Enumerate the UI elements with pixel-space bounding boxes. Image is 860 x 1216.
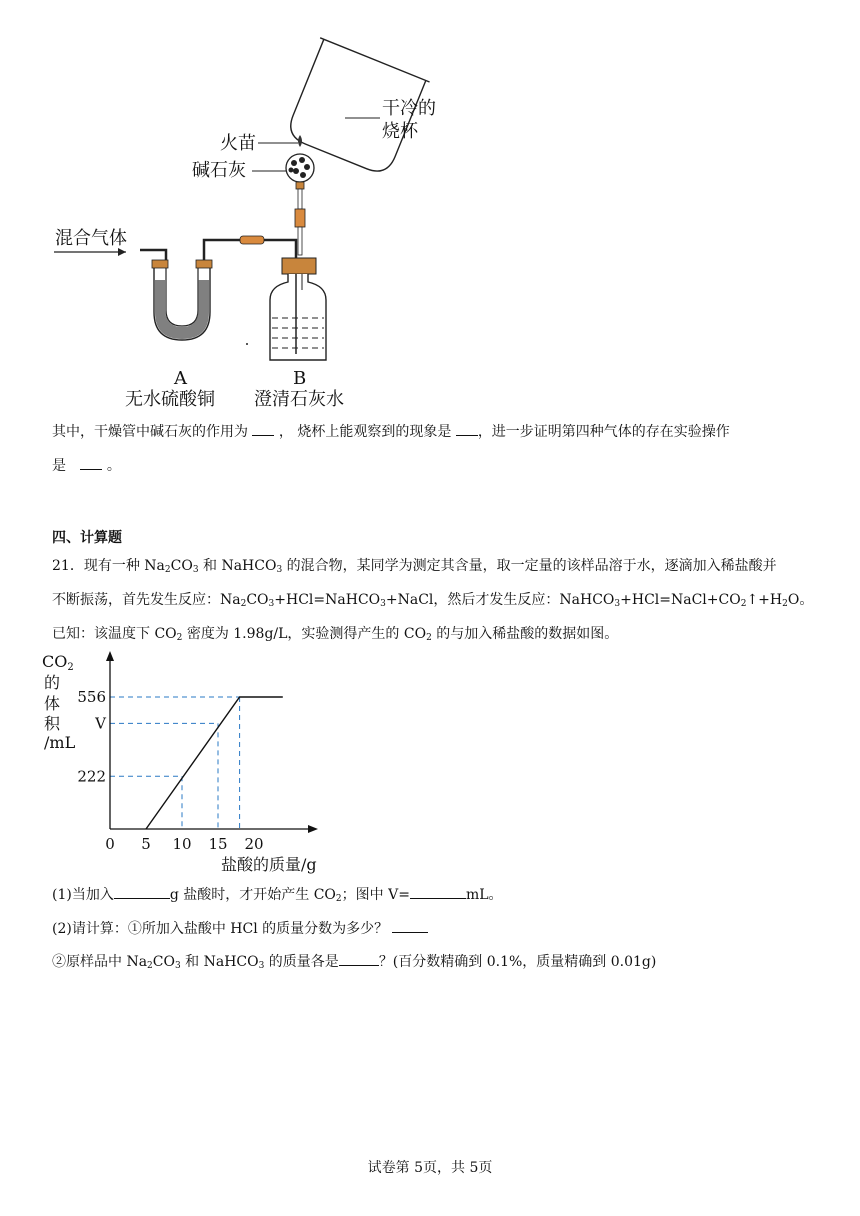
q21-line-1: 21．现有一种 $Na_2CO_3$ 和 NaHCO$_3$ 的混合物，某同学为测定其含量，取一定量的该样品溶于水，逐滴加入稀盐酸并 (52, 558, 777, 575)
soda-lime-label: 碱石灰 (192, 160, 246, 181)
label-a-name: 无水硫酸铜 (125, 389, 215, 410)
sub-question-3: ②原样品中 $Na_2CO_3$ 和 NaHCO$_3$ 的质量各是 ？(百分数精确到 0.1%，质量精确到 0.01g) (52, 951, 656, 972)
apparatus-figure (0, 0, 860, 420)
bottle-b (270, 258, 326, 360)
x-tick-label: 20 (244, 835, 264, 853)
y-axis-title-part: CO2 (42, 652, 74, 673)
answer-blank[interactable] (392, 918, 428, 933)
q20-line-2: 是 。 (52, 455, 121, 476)
x-tick-label: 15 (208, 835, 228, 853)
x-tick-label: 10 (172, 835, 192, 853)
section-title: 四、计算题 (52, 530, 122, 546)
y-tick-label: 556 (77, 688, 106, 706)
answer-blank[interactable] (80, 455, 102, 470)
mixed-gas-label: 混合气体 (55, 228, 127, 249)
answer-blank[interactable] (410, 884, 466, 899)
flame-label: 火苗 (220, 133, 256, 154)
q20-line-1: 其中，干燥管中碱石灰的作用为 ， 烧杯上能观察到的现象是 ，进一步证明第四种气体的存在实验操作 (52, 421, 730, 442)
x-tick-label: 0 (105, 835, 115, 853)
y-tick-label: V (95, 714, 106, 733)
x-axis-arrow (308, 825, 318, 833)
label-b-name: 澄清石灰水 (254, 389, 344, 410)
u-tube-a (140, 240, 242, 340)
answer-blank[interactable] (456, 421, 478, 436)
y-axis-title-part: 积 (44, 714, 61, 733)
answer-blank[interactable] (339, 951, 379, 966)
y-axis-title-part: 的 (44, 673, 61, 692)
label-b: B (293, 368, 307, 389)
cup-label-1: 干冷的 (382, 98, 436, 119)
y-tick-label: 222 (77, 767, 106, 786)
answer-blank[interactable] (252, 421, 274, 436)
y-axis-arrow (106, 651, 114, 661)
y-axis-title-part: 体 (44, 694, 61, 713)
sub-question-1: (1)当加入 g 盐酸时，才开始产生 $CO_2$；图中 V= mL。 (52, 884, 503, 905)
x-axis-title: 盐酸的质量/g (221, 855, 317, 874)
label-a: A (174, 368, 187, 389)
answer-blank[interactable] (114, 884, 170, 899)
q21-line-2: 不断振荡，首先发生反应：$Na_2CO_3+HCl=NaHCO_3+NaCl$，然后才发生反应：$NaHCO_3+HCl=NaCl+CO_2↑+H_2O$。 (52, 592, 814, 609)
sub-question-2: (2)请计算：①所加入盐酸中 HCl 的质量分数为多少？ (52, 918, 428, 939)
series-line (146, 697, 283, 829)
y-axis-title-part: /mL (44, 733, 76, 752)
co2-volume-chart (40, 645, 340, 875)
x-tick-label: 5 (141, 835, 151, 853)
q21-line-3: 已知：该温度下 $CO_2$ 密度为 1.98g/L，实验测得产生的 $CO_2$ 的与加入稀盐酸的数据如图。 (52, 626, 619, 643)
page-footer: 试卷第 5页，共 5页 (367, 1160, 493, 1176)
y-axis-title-sub: 2 (67, 662, 74, 673)
cup-label-2: 烧杯 (382, 121, 418, 142)
